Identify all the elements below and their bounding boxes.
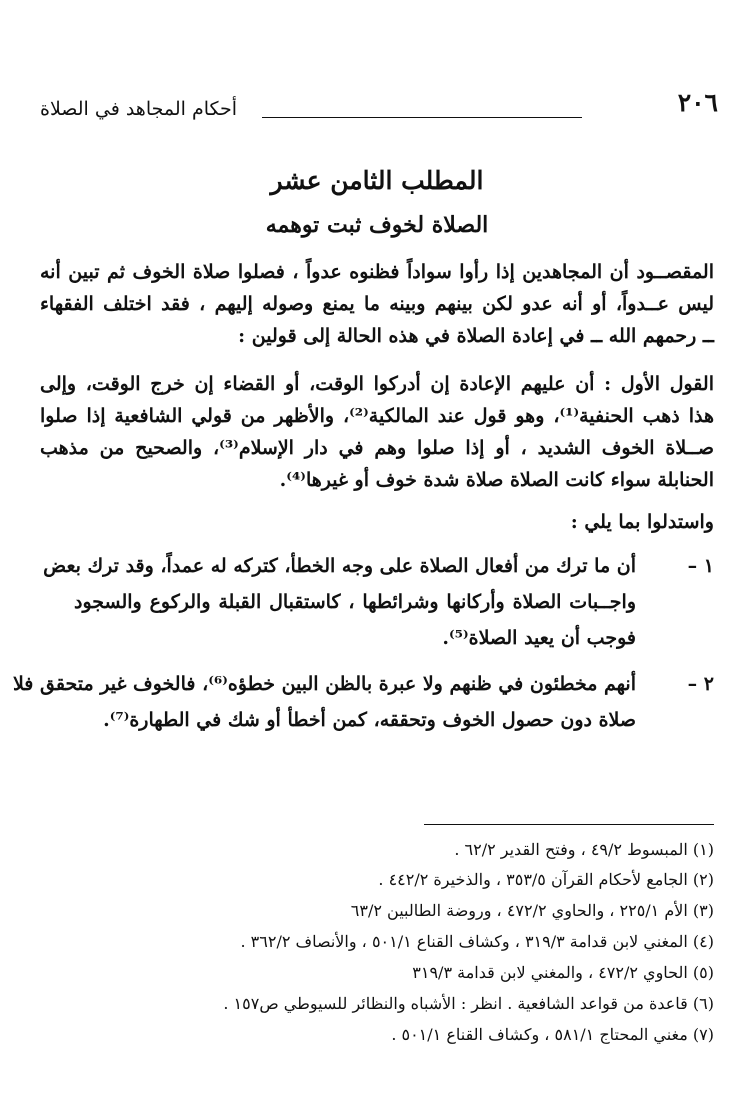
first-opinion-line: القول الأول : أن عليهم الإعادة إن أدركوا الوقت، أو القضاء إن خرج الوقت، وإلى <box>40 373 714 395</box>
footnote: (٢) الجامع لأحكام القرآن ٣٥٣/٥ ، والذخيرة ٤٤٢/٢ . <box>378 870 714 889</box>
first-opinion-line: هذا ذهب الحنفية⁽¹⁾، وهو قول عند المالكية⁽²⁾، والأظهر من قولي الشافعية إذا صلوا <box>40 405 714 427</box>
intro-line: المقصــود أن المجاهدين إذا رأوا سواداً فظنوه عدواً ، فصلوا صلاة الخوف ثم تبين أنه <box>40 261 714 283</box>
footnote-rule <box>424 824 714 825</box>
section-subtitle: الصلاة لخوف ثبت توهمه <box>265 212 489 238</box>
footnote: (٤) المغني لابن قدامة ٣١٩/٣ ، وكشاف القناع ٥٠١/١ ، والأنصاف ٣٦٢/٢ . <box>240 932 714 951</box>
footnote: (٦) قاعدة من قواعد الشافعية . انظر : الأشباه والنظائر للسيوطي ص١٥٧ . <box>223 994 714 1013</box>
footnote: (٥) الحاوي ٤٧٢/٢ ، والمغني لابن قدامة ٣١٩/٣ <box>412 963 714 982</box>
running-title: أحكام المجاهد في الصلاة <box>40 98 238 120</box>
intro-line: ليس عــدواً، أو أنه عدو لكن بينهم وبينه ما يمنع وصوله إليهم ، فقد اختلف الفقهاء <box>40 293 714 315</box>
page-number: ٢٠٦ <box>677 88 718 117</box>
section-title: المطلب الثامن عشر <box>270 166 484 195</box>
evidence-intro: واستدلوا بما يلي : <box>570 511 714 533</box>
evidence-item-number: ١ – <box>687 555 714 577</box>
evidence-item-line: واجــبات الصلاة وأركانها وشرائطها ، كاستقبال القبلة والركوع والسجود <box>74 591 636 613</box>
header-rule <box>262 117 582 118</box>
evidence-item-line: أنهم مخطئون في ظنهم ولا عبرة بالظن البين خطؤه⁽⁶⁾، فالخوف غير متحقق فلا <box>12 673 636 695</box>
intro-line: ــ رحمهم الله ــ في إعادة الصلاة في هذه الحالة إلى قولين : <box>238 325 714 347</box>
evidence-item-line: أن ما ترك من أفعال الصلاة على وجه الخطأ، كتركه له عمداً، وقد ترك بعض <box>43 555 636 577</box>
first-opinion-line: الحنابلة سواء كانت الصلاة صلاة شدة خوف أو غيرها⁽⁴⁾. <box>279 469 714 491</box>
footnote: (٧) مغني المحتاج ٥٨١/١ ، وكشاف القناع ٥٠١/١ . <box>391 1025 714 1044</box>
first-opinion-line: صــلاة الخوف الشديد ، أو إذا صلوا وهم في دار الإسلام⁽³⁾، والصحيح من مذهب <box>40 437 714 459</box>
evidence-item-line: صلاة دون حصول الخوف وتحققه، كمن أخطأ أو شك في الطهارة⁽⁷⁾. <box>103 709 636 731</box>
footnote: (٣) الأم ٢٢٥/١ ، والحاوي ٤٧٢/٢ ، وروضة الطالبين ٦٣/٢ <box>350 901 714 920</box>
footnote: (١) المبسوط ٤٩/٢ ، وفتح القدير ٦٢/٢ . <box>454 840 714 859</box>
evidence-item-line: فوجب أن يعيد الصلاة⁽⁵⁾. <box>442 627 636 649</box>
evidence-item-number: ٢ – <box>687 673 714 695</box>
